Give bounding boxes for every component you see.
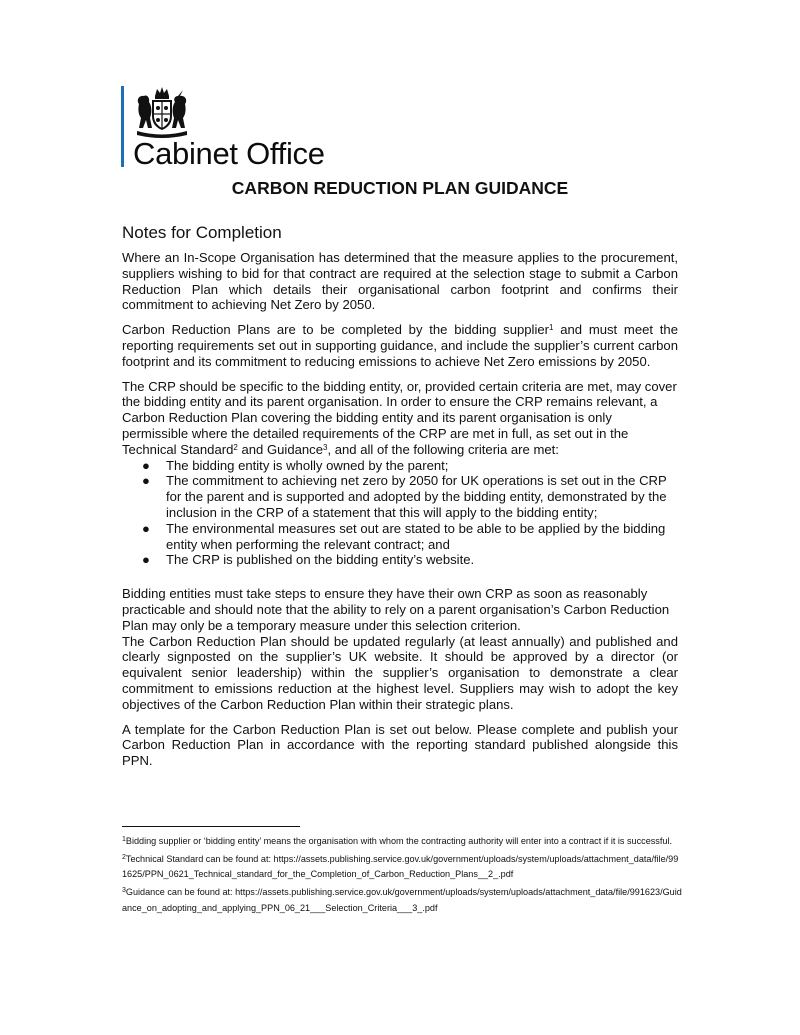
paragraph-3-text-a: The CRP should be specific to the bidding entity, or, provided certain criteria are met, may cover the bidding entity and its parent organisation. In order to ensure the CRP remains relevant, a Carbon Reduction Plan covering the bidding entity and its parent organisation is only permissible where the detailed requirements of the CRP are met in full, as set out in the Technical Standard [122, 378, 677, 457]
notes-heading: Notes for Completion [122, 223, 282, 242]
notes-section [122, 223, 678, 778]
bullet-icon: ● [142, 552, 150, 568]
criteria-list [122, 458, 678, 569]
footnote-number: 3 [122, 887, 126, 895]
bullet-icon: ● [142, 457, 150, 473]
list-item-text: The bidding entity is wholly owned by the parent; [166, 457, 449, 473]
org-name: Cabinet Office [133, 136, 325, 171]
footnote-text: Guidance can be found at: https://assets.publishing.service.gov.uk/government/uploads/system/uploads/attachment_data/file/991623/Guidance_on_adopting_and_applying_PPN_06_21___Selection_Criteria___3_.pdf [122, 887, 682, 913]
logo-blue-bar [121, 86, 124, 167]
list-item-text: The CRP is published on the bidding entity’s website. [166, 552, 475, 568]
footnote-text: Technical Standard can be found at: https://assets.publishing.service.gov.uk/government/uploads/system/uploads/attachment_data/file/991625/PPN_0621_Technical_standard_for_the_Completion_of_Carbon_Reduction_Plans__2_.pdf [122, 853, 679, 880]
footnote-3 [122, 885, 682, 916]
footnote-number: 2 [122, 853, 126, 861]
footnotes [122, 834, 682, 919]
paragraph-2-text-b: and must meet the reporting requirements set out in supporting guidance, and include the supplier’s current carbon footprint and its commitment to reducing emissions to achieve Net Zero emissions by 2050. [122, 322, 678, 369]
paragraph-3-text-b: and Guidance [237, 441, 324, 457]
bullet-icon: ● [142, 520, 150, 536]
page-title: CARBON REDUCTION PLAN GUIDANCE [231, 178, 569, 198]
paragraph-6: A template for the Carbon Reduction Plan is set out below. Please complete and publish your Carbon Reduction Plan in accordance with the reporting standard published alongside this PPN. [122, 721, 678, 769]
paragraph-2 [122, 322, 678, 369]
paragraph-1: Where an In-Scope Organisation has determined that the measure applies to the procurement, suppliers wishing to bid for that contract are required at the selection stage to submit a Carbon Reduction Plan which details their organisational carbon footprint and confirms their commitment to achieving Net Zero by 2050. [122, 250, 678, 313]
list-item-text: The environmental measures set out are stated to be able to be applied by the bidding entity when performing the relevant contract; and [166, 520, 666, 552]
list-item [122, 521, 678, 553]
paragraph-3-text-c: , and all of the following criteria are met: [327, 441, 559, 457]
bullet-icon: ● [142, 473, 150, 489]
footnote-ref-1: 1 [549, 323, 554, 333]
list-item [122, 552, 678, 568]
list-item [122, 458, 678, 474]
footnote-2 [122, 852, 682, 883]
spacer [122, 568, 678, 586]
footnote-ref-2: 2 [233, 442, 238, 452]
list-item-text: The commitment to achieving net zero by 2050 for UK operations is set out in the CRP for the parent and is supported and adopted by the bidding entity, demonstrated by the inclusion in the CRP of a statement that this will apply to the bidding entity; [166, 473, 667, 520]
footnote-divider [122, 826, 300, 827]
list-item [122, 473, 678, 520]
footnote-ref-3: 3 [323, 442, 328, 452]
royal-coat-of-arms-icon [133, 86, 191, 138]
paragraph-5: The Carbon Reduction Plan should be updated regularly (at least annually) and published and clearly signposted on the supplier’s UK website. It should be approved by a director (or equivalent senior leadership) within the supplier’s organisation to demonstrate a clear commitment to emissions reduction at the highest level. Suppliers may wish to adopt the key objectives of the Carbon Reduction Plan within their strategic plans. [122, 633, 678, 712]
paragraph-2-text-a: Carbon Reduction Plans are to be completed by the bidding supplier [122, 322, 550, 338]
footnote-1 [122, 834, 682, 850]
footnote-text: Bidding supplier or ‘bidding entity’ means the organisation with whom the contracting authority will enter into a contract if it is successful. [125, 836, 672, 846]
footnote-number: 1 [122, 836, 126, 843]
paragraph-3 [122, 379, 678, 458]
cabinet-office-logo [121, 86, 351, 172]
paragraph-4: Bidding entities must take steps to ensure they have their own CRP as soon as reasonably practicable and should note that the ability to rely on a parent organisation’s Carbon Reduction Plan may only be a temporary measure under this selection criterion. [122, 586, 670, 633]
